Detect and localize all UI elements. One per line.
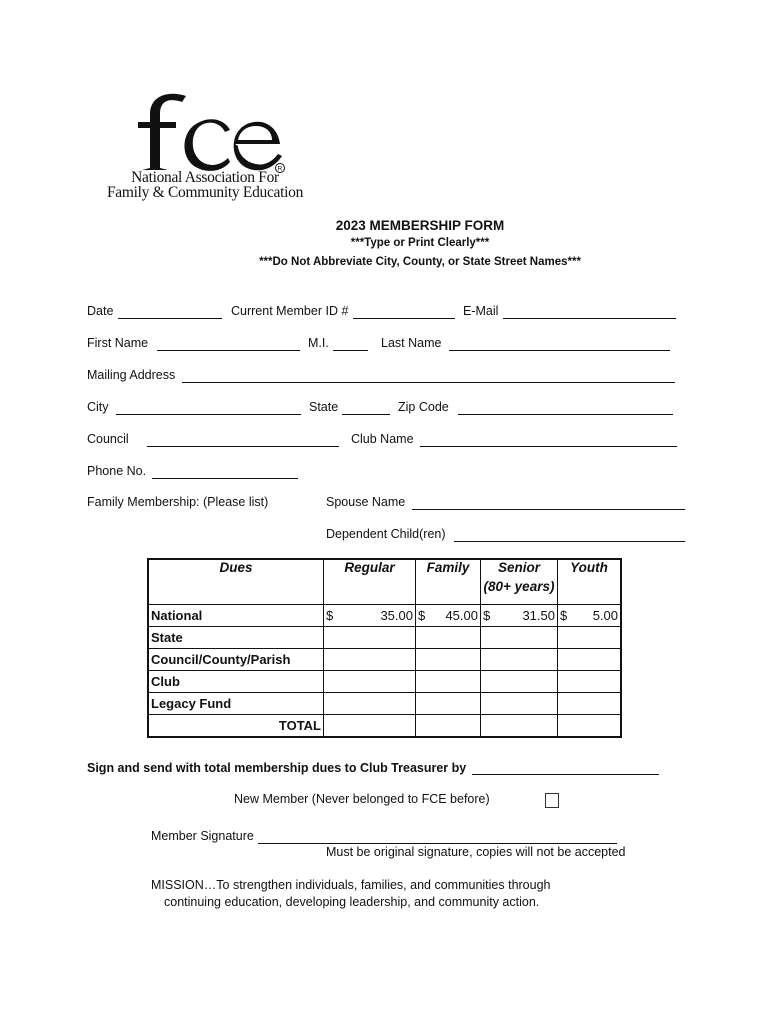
council-field[interactable] [147,446,339,447]
table-row [148,627,621,649]
new-member-checkbox[interactable] [545,793,559,808]
currency-symbol: $ [326,608,334,623]
first-name-field[interactable] [157,350,300,351]
total-family-cell[interactable] [416,715,481,738]
national-senior-amount: 31.50 [522,608,555,623]
state-senior-cell[interactable] [481,627,558,649]
first-name-label: First Name [87,336,149,350]
row-name-national: National [148,605,324,627]
member-id-label: Current Member ID # [231,304,349,318]
national-family-amount: 45.00 [445,608,478,623]
state-youth-cell[interactable] [558,627,622,649]
row-name-council: Council/County/Parish [148,649,324,671]
state-label: State [309,400,339,414]
mission-statement [151,877,621,911]
club-name-field[interactable] [420,446,677,447]
council-label: Council [87,432,129,446]
state-regular-cell[interactable] [324,627,416,649]
club-senior-cell[interactable] [481,671,558,693]
dependents-field[interactable] [454,541,685,542]
council-regular-cell[interactable] [324,649,416,671]
spouse-name-label: Spouse Name [326,495,406,509]
city-label: City [87,400,109,414]
fce-logo-mark [120,88,290,174]
member-signature-field[interactable] [258,843,617,844]
date-label: Date [87,304,114,318]
youth-header: Youth [558,559,622,605]
email-field[interactable] [503,318,676,319]
dependents-label: Dependent Child(ren) [326,527,446,541]
currency-symbol: $ [483,608,491,623]
logo-wordmark [100,170,310,200]
member-id-field[interactable] [353,318,455,319]
dues-table [147,558,622,738]
table-row [148,649,621,671]
senior-header-note: (80+ years) [483,579,555,594]
state-field[interactable] [342,414,390,415]
logo-line-2: Family & Community Education [106,184,304,201]
phone-field[interactable] [152,478,298,479]
dues-header: Dues [148,559,324,605]
mi-label: M.I. [308,336,329,350]
mission-line-1: MISSION…To strengthen individuals, families, and communities through [151,878,551,892]
treasurer-deadline-field[interactable] [472,774,659,775]
legacy-senior-cell[interactable] [481,693,558,715]
total-regular-cell[interactable] [324,715,416,738]
mailing-address-field[interactable] [182,382,675,383]
signature-note: Must be original signature, copies will not be accepted [326,845,626,859]
zip-label: Zip Code [398,400,449,414]
family-header: Family [416,559,481,605]
new-member-label: New Member (Never belonged to FCE before) [234,792,490,806]
email-label: E-Mail [463,304,499,318]
senior-header [481,559,558,605]
table-row [148,693,621,715]
state-family-cell[interactable] [416,627,481,649]
row-name-club: Club [148,671,324,693]
zip-field[interactable] [458,414,673,415]
currency-symbol: $ [560,608,568,623]
council-youth-cell[interactable] [558,649,622,671]
total-row [148,715,621,738]
table-row [148,671,621,693]
national-regular-cell[interactable] [324,605,416,627]
national-family-cell[interactable] [416,605,481,627]
total-senior-cell[interactable] [481,715,558,738]
senior-header-label: Senior [497,560,540,575]
legacy-family-cell[interactable] [416,693,481,715]
national-youth-amount: 5.00 [592,608,618,623]
mailing-address-label: Mailing Address [87,368,176,382]
total-label: TOTAL [148,715,324,738]
mi-field[interactable] [333,350,368,351]
club-regular-cell[interactable] [324,671,416,693]
family-membership-label: Family Membership: (Please list) [87,495,269,509]
date-field[interactable] [118,318,222,319]
legacy-regular-cell[interactable] [324,693,416,715]
council-family-cell[interactable] [416,649,481,671]
regular-header: Regular [324,559,416,605]
legacy-youth-cell[interactable] [558,693,622,715]
club-name-label: Club Name [351,432,414,446]
member-signature-label: Member Signature [151,829,254,843]
dues-header-row [148,559,621,605]
row-name-state: State [148,627,324,649]
phone-label: Phone No. [87,464,147,478]
logo-line-1: National Association For [131,169,279,186]
national-regular-amount: 35.00 [380,608,413,623]
spouse-name-field[interactable] [412,509,685,510]
form-subtitle-no-abbreviate: ***Do Not Abbreviate City, County, or State Street Names*** [259,256,581,268]
last-name-field[interactable] [449,350,670,351]
national-youth-cell[interactable] [558,605,622,627]
form-subtitle-print-clearly: ***Type or Print Clearly*** [350,237,490,249]
city-field[interactable] [116,414,301,415]
table-row [148,605,621,627]
national-senior-cell[interactable] [481,605,558,627]
sign-send-instruction: Sign and send with total membership dues to Club Treasurer by [87,761,467,775]
mission-line-2: continuing education, developing leadership, and community action. [164,895,540,909]
row-name-legacy-fund: Legacy Fund [148,693,324,715]
svg-text:R: R [277,165,283,173]
club-family-cell[interactable] [416,671,481,693]
form-title: 2023 MEMBERSHIP FORM [335,218,505,233]
council-senior-cell[interactable] [481,649,558,671]
currency-symbol: $ [418,608,426,623]
club-youth-cell[interactable] [558,671,622,693]
last-name-label: Last Name [381,336,442,350]
total-youth-cell[interactable] [558,715,622,738]
